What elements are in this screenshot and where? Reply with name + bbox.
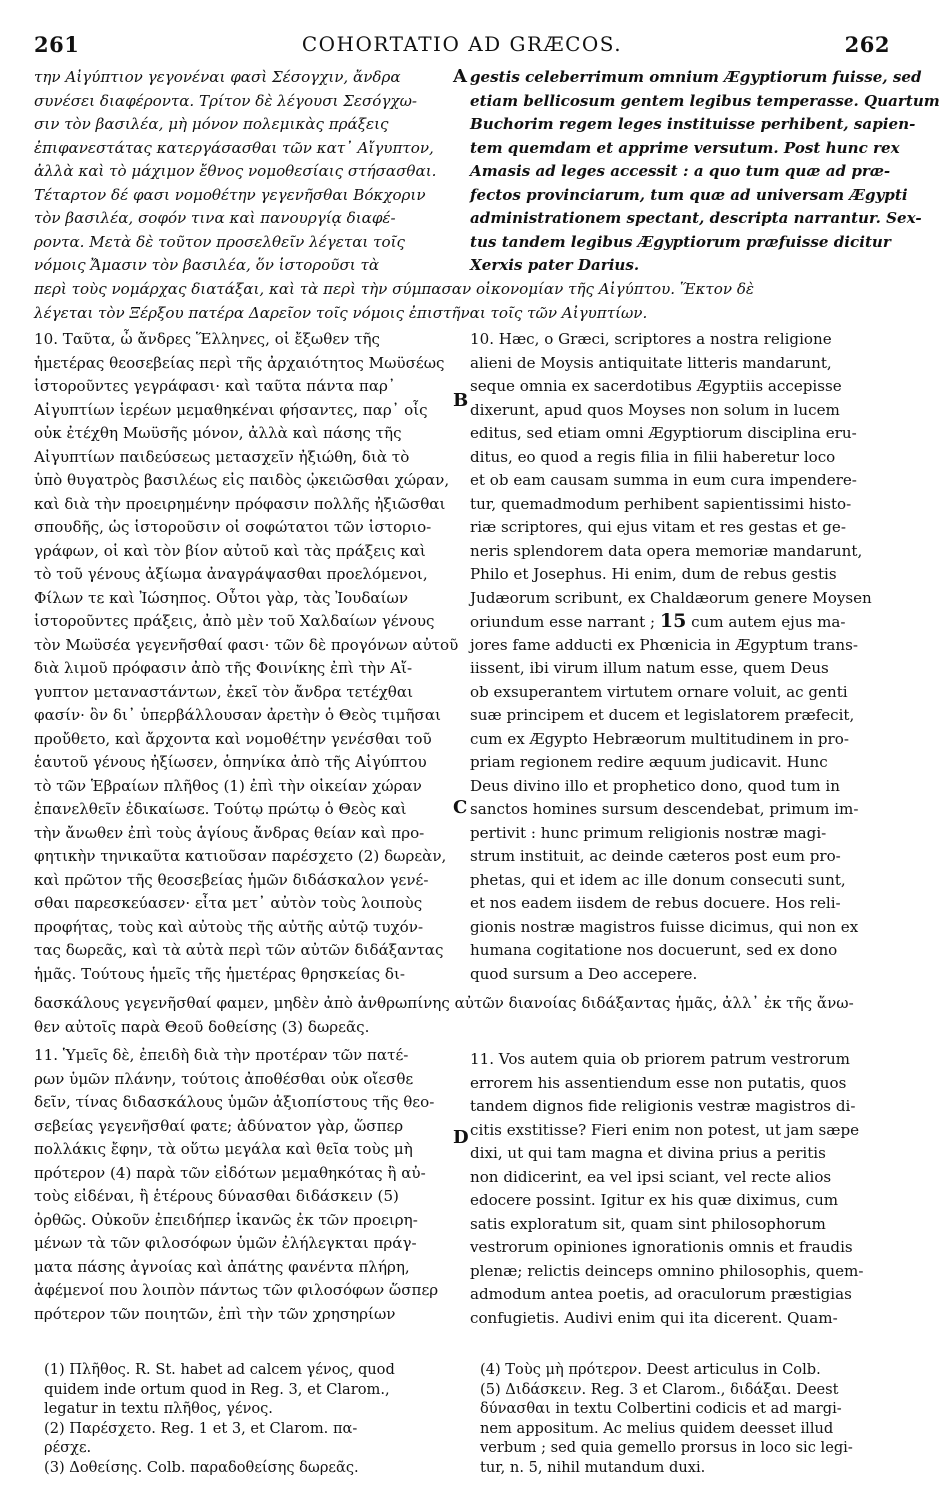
footnote-line: quidem inde ortum quod in Reg. 3, et Clarom., [44, 1380, 390, 1398]
text-line: gionis nostræ magistros fuisse dicimus, qui non ex [470, 917, 859, 936]
text-line: σιν τὸν βασιλέα, μὴ μόνον πολεμικὰς πράξεις [34, 115, 389, 133]
middle-block [34, 328, 890, 992]
text-line: πολλάκις ἔφην, τὰ οὕτω μεγάλα καὶ θεῖα τοὺς μὴ [34, 1140, 413, 1158]
text-line: συνέσει διαφέροντα. Τρίτον δὲ λέγουσι Σεσόγχω- [34, 91, 417, 110]
text-line: Xerxis pater Darius. [470, 256, 640, 274]
footnote-line: (5) Διδάσκειν. Reg. 3 et Clarom., διδάξαι. Deest [480, 1380, 839, 1398]
running-header [34, 30, 890, 60]
text-line: tandem dignos fide religionis vestræ magistros di- [470, 1097, 856, 1115]
text-line: Philo et Josephus. Hi enim, dum de rebus gestis [470, 565, 837, 583]
page-number-right: 262 [844, 32, 890, 57]
text-line: riæ scriptores, qui ejus vitam et res gestas et ge- [470, 518, 846, 536]
text-line: ματα πάσης ἀγνοίας καὶ ἀπάτης φανέντα πλήρη, [34, 1257, 410, 1276]
text-line: θεν αὐτοῖς παρὰ Θεοῦ δοθείσης (3) δωρεᾶς. [34, 1017, 370, 1036]
text-line: ἡμετέρας θεοσεβείας περὶ τῆς ἀρχαιότητος Μωϋσέως [34, 353, 445, 372]
text-line: προὔθετο, καὶ ἄρχοντα καὶ νομοθέτην γενέσθαι τοῦ [34, 729, 432, 748]
text-line: οὐκ ἐτέχθη Μωϋσῆς μόνον, ἀλλὰ καὶ πάσης τῆς [34, 424, 402, 442]
text-line: Judæorum scribunt, ex Chaldæorum genere Moysen [470, 588, 872, 607]
text-line: edocere possint. Igitur ex his quæ diximus, cum [470, 1191, 839, 1209]
text-line: quod sursum a Deo accepere. [470, 964, 698, 983]
text-line: καὶ διὰ τὴν προειρημένην πρόφασιν πολλῆς ἠξιῶσθαι [34, 494, 446, 513]
footnotes-right [480, 1360, 890, 1477]
text-line: tem quemdam et apprime versutum. Post hunc rex [470, 138, 900, 157]
text-line: Deus divino illo et prophetico dono, quod tum in [470, 776, 840, 795]
margin-letter-d: D [453, 1127, 469, 1148]
text-line: errorem his assentiendum esse non putatis, quos [470, 1073, 847, 1092]
text-line: fectos provinciarum, tum quæ ad universam Ægypti [470, 185, 908, 204]
text-line: ἐπιφανεστάτας κατεργάσασθαι τῶν κατ᾽ Αἴγυπτον, [34, 138, 434, 157]
text-line: φασίν· ὃν δι᾽ ὑπερβάλλουσαν ἀρετὴν ὁ Θεὸς τιμῆσαι [34, 706, 441, 724]
text-line: pertivit : hunc primum religionis nostræ magi- [470, 823, 827, 842]
text-line: suæ principem et ducem et legislatorem præfecit, [470, 706, 855, 724]
footnote-line: legatur in textu πλῆθος, γένος. [44, 1400, 273, 1417]
running-title: COHORTATIO AD GRÆCOS. [301, 32, 623, 56]
text-line: περὶ τοὺς νομάρχας διατάξαι, καὶ τὰ περὶ τὴν σύμπασαν οἰκονομίαν τῆς Αἰγύπτου. Ἕκτον δὲ [34, 280, 755, 298]
greek-column-top [34, 66, 436, 278]
text-line: νόμοις Ἄμασιν τὸν βασιλέα, ὅν ἱστοροῦσι τὰ [34, 256, 380, 274]
text-line: γυπτον μεταναστάντων, ἐκεῖ τὸν ἄνδρα τετέχθαι [34, 682, 414, 701]
text-line: ἀφέμενοί που λοιπὸν πάντως τῶν φιλοσόφων ὥσπερ [34, 1281, 439, 1299]
text-line: μένων τὰ τῶν φιλοσόφων ὑμῶν ἐλήλεγκται πράγ- [34, 1234, 417, 1252]
text-line: καὶ πρῶτον τῆς θεοσεβείας ἡμῶν διδάσκαλον γενέ- [34, 870, 429, 889]
text-line: δασκάλους γεγενῆσθαί φαμεν, μηδὲν ἀπὸ ἀνθρωπίνης αὐτῶν διανοίας διδάξαντας ἡμᾶς, ἀλλ᾽ ἐκ τῆς ἄνω- [34, 994, 854, 1012]
footnote-line: (4) Τοὺς μὴ πρότερον. Deest articulus in Colb. [480, 1361, 821, 1378]
text-line: ἡμᾶς. Τούτους ἡμεῖς τῆς ἡμετέρας θρησκείας δι- [34, 964, 405, 983]
text-line: φητικὴν τηνικαῦτα κατιοῦσαν παρέσχετο (2) δωρεὰν, [34, 847, 447, 865]
text-line: ditus, eo quod a regis filia in filii haberetur loco [470, 447, 836, 466]
text-line: jores fame adducti ex Phœnicia in Ægyptum trans- [470, 635, 858, 654]
footnote-line: δύνασθαι in textu Colbertini codicis et ad margi- [480, 1400, 842, 1417]
latin-column-middle [470, 328, 890, 986]
margin-letter-c: C [453, 797, 468, 818]
text-line: 11. Ὑμεῖς δὲ, ἐπειδὴ διὰ τὴν προτέραν τῶν πατέ- [34, 1046, 409, 1064]
text-line: διὰ λιμοῦ πρόφασιν ἀπὸ τῆς Φοινίκης ἐπὶ τὴν Αἴ- [34, 659, 413, 677]
text-line: citis exstitisse? Fieri enim non potest, ut jam sæpe [470, 1120, 860, 1139]
text-line: ὀρθῶς. Οὐκοῦν ἐπειδήπερ ἱκανῶς ἐκ τῶν προειρη- [34, 1210, 418, 1229]
top-block [34, 66, 940, 282]
latin-column-top [470, 66, 940, 278]
text-line: ἱστοροῦντες πράξεις, ἀπὸ μὲν τοῦ Χαλδαίων γένους [34, 612, 435, 630]
text-line: 10. Hæc, o Græci, scriptores a nostra religione [470, 330, 832, 348]
text-line: tus tandem legibus Ægyptiorum præfuisse dicitur [470, 232, 891, 251]
page-number-left: 261 [34, 32, 80, 57]
text-line: iissent, ibi virum illum natum esse, quem Deus [470, 659, 829, 677]
text-line: sanctos homines sursum descendebat, primum im- [470, 800, 859, 818]
text-line: seque omnia ex sacerdotibus Ægyptiis accepisse [470, 377, 842, 395]
text-line: cum ex Ægypto Hebræorum multitudinem in pro- [470, 729, 849, 748]
text-line: τὸ τῶν Ἑβραίων πλῆθος (1) ἐπὶ τὴν οἰκείαν χώραν [34, 776, 422, 795]
text-line: tur, quemadmodum perhibent sapientissimi histo- [470, 494, 852, 513]
text-line: 11. Vos autem quia ob priorem patrum vestrorum [470, 1050, 850, 1068]
text-line: confugietis. Audivi enim qui ita dicerent. Quam- [470, 1308, 838, 1327]
text-line: et ob eam causam summa in eum cura impendere- [470, 471, 857, 489]
footnotes-left [44, 1360, 444, 1477]
text-line: πρότερον τῶν ποιητῶν, ἐπὶ τὴν τῶν χρησηρίων [34, 1304, 396, 1323]
greek-column-middle [34, 328, 459, 986]
text-line: ροντα. Μετὰ δὲ τοῦτον προσελθεῖν λέγεται τοῖς [34, 232, 405, 251]
text-line: πρότερον (4) παρὰ τῶν εἰδότων μεμαθηκότας ἢ αὐ- [34, 1163, 426, 1182]
text-fragment: cum autem ejus ma- [686, 613, 846, 631]
greek-column-bottom [34, 1044, 439, 1326]
text-line: Αἰγυπτίων ἱερέων μεμαθηκέναι φήσαντες, παρ᾽ οἷς [34, 400, 428, 419]
text-line: Αἰγυπτίων παιδεύσεως μετασχεῖν ἠξιώθη, διὰ τὸ [34, 447, 410, 466]
bottom-block [34, 1044, 890, 1334]
text-line: admodum antea poetis, ad oraculorum præstigias [470, 1285, 852, 1303]
text-line: etiam bellicosum gentem legibus temperasse. Quartum [470, 91, 940, 110]
greek-full-width-top [34, 278, 886, 325]
latin-column-bottom [470, 1048, 890, 1330]
text-line: editus, sed etiam omni Ægyptiorum disciplina eru- [470, 424, 857, 442]
text-line: δεῖν, τίνας διδασκάλους ὑμῶν ἀξιοπίστους τῆς θεο- [34, 1093, 435, 1111]
text-line: Φίλων τε καὶ Ἰώσηπος. Οὗτοι γὰρ, τὰς Ἰουδαίων [34, 588, 409, 607]
text-line: Τέταρτον δέ φασι νομοθέτην γεγενῆσθαι Βόκχοριν [34, 185, 426, 204]
text-line [470, 610, 890, 634]
text-line: ἱστοροῦντες γεγράφασι· καὶ ταῦτα πάντα παρ᾽ [34, 377, 396, 395]
margin-letter-a: A [453, 66, 467, 87]
footnote-line: (1) Πλῆθος. R. St. habet ad calcem γένος, quod [44, 1361, 395, 1378]
text-line: προφήτας, τοὺς καὶ αὐτοὺς τῆς αὐτῆς αὐτῷ τυχόν- [34, 917, 424, 936]
text-line: Buchorim regem leges instituisse perhibent, sapien- [470, 115, 916, 133]
footnote-line: ρέσχε. [44, 1439, 92, 1456]
text-line: τὸν βασιλέα, σοφόν τινα καὶ πανουργίᾳ διαφέ- [34, 209, 396, 227]
text-line: σθαι παρεσκεύασεν· εἶτα μετ᾽ αὐτὸν τοὺς λοιποὺς [34, 894, 423, 912]
text-line: satis exploratum sit, quam sint philosophorum [470, 1214, 826, 1233]
text-line: ἑαυτοῦ γένους ἠξίωσεν, ὁπηνίκα ἀπὸ τῆς Αἰγύπτου [34, 753, 427, 771]
text-line: σεβείας γεγενῆσθαί φατε; ἀδύνατον γὰρ, ὥσπερ [34, 1116, 404, 1135]
text-fragment: oriundum esse narrant ; [470, 613, 656, 631]
text-line: neris splendorem data opera memoriæ mandarunt, [470, 541, 863, 560]
text-line: administrationem spectant, descripta narrantur. Sex- [470, 209, 922, 227]
text-line: ἐπανελθεῖν ἐδικαίωσε. Τούτῳ πρώτῳ ὁ Θεὸς καὶ [34, 800, 407, 818]
footnote-line: nem appositum. Ac melius quidem deesset illud [480, 1419, 834, 1437]
text-line: priam regionem redire æquum judicavit. Hunc [470, 753, 828, 771]
text-line: plenæ; relictis deinceps omnino philosophis, quem- [470, 1261, 864, 1280]
text-line: ὑπὸ θυγατρὸς βασιλέως εἰς παιδὸς ᾠκειῶσθαι χώραν, [34, 471, 450, 489]
text-line: λέγεται τὸν Ξέρξου πατέρα Δαρεῖον τοῖς νόμοις ἐπιστῆναι τοῖς τῶν Αἰγυπτίων. [34, 303, 648, 322]
text-line: ἀλλὰ καὶ τὸ μάχιμον ἔθνος νομοθεσίαις στήσασθαι. [34, 162, 437, 180]
footnote-line: verbum ; sed quia gemello prorsus in loco sic legi- [480, 1439, 853, 1456]
text-line: dixerunt, apud quos Moyses non solum in lucem [470, 400, 840, 419]
margin-letter-b: B [453, 390, 469, 411]
text-line: γράφων, οἱ καὶ τὸν βίον αὐτοῦ καὶ τὰς πράξεις καὶ [34, 541, 426, 560]
section-marker-15: 15 [659, 610, 687, 632]
text-line: humana cogitatione nos docuerunt, sed ex dono [470, 941, 838, 959]
text-line: strum instituit, ac deinde cæteros post eum pro- [470, 847, 841, 865]
text-line: non didicerint, ea vel ipsi sciant, vel recte alios [470, 1167, 832, 1186]
footnote-line: (3) Δοθείσης. Colb. παραδοθείσης δωρεᾶς. [44, 1458, 359, 1476]
text-line: σπουδῆς, ὡς ἱστοροῦσιν οἱ σοφώτατοι τῶν ἱστοριο- [34, 518, 432, 536]
text-line: ρων ὑμῶν πλάνην, τούτοις ἀποθέσθαι οὐκ οἴεσθε [34, 1069, 414, 1088]
text-line: τοὺς εἰδέναι, ἢ ἑτέρους δύνασθαι διδάσκειν (5) [34, 1187, 399, 1205]
footnote-line: (2) Παρέσχετο. Reg. 1 et 3, et Clarom. πα- [44, 1419, 358, 1437]
footnote-line: tur, n. 5, nihil mutandum duxi. [480, 1458, 706, 1476]
text-line: τὸ τοῦ γένους ἀξίωμα ἀναγράψασθαι προελόμενοι, [34, 565, 428, 583]
text-line: alieni de Moysis antiquitate litteris mandarunt, [470, 353, 832, 372]
text-line: Amasis ad leges accessit : a quo tum quæ ad præ- [470, 162, 891, 180]
text-line: phetas, qui et idem ac ille donum consecuti sunt, [470, 870, 846, 889]
text-line: τας δωρεᾶς, καὶ τὰ αὐτὰ περὶ τῶν αὐτῶν διδάξαντας [34, 941, 444, 959]
text-line: τὸν Μωϋσέα γεγενῆσθαί φασι· τῶν δὲ προγόνων αὐτοῦ [34, 635, 459, 654]
greek-full-width-middle [34, 992, 886, 1039]
text-line: gestis celeberrimum omnium Ægyptiorum fuisse, sed [470, 68, 922, 86]
text-line: vestrorum opiniones ignorationis omnis et fraudis [470, 1238, 853, 1256]
text-line: ob exsuperantem virtutem ornare voluit, ac genti [470, 682, 848, 701]
text-line: τὴν ἄνωθεν ἐπὶ τοὺς ἁγίους ἄνδρας θείαν καὶ προ- [34, 823, 425, 842]
text-line: et nos eadem iisdem de rebus docuere. Hos reli- [470, 894, 841, 912]
text-line: την Αἰγύπτιον γεγονέναι φασὶ Σέσογχιν, ἄνδρα [34, 68, 401, 86]
text-line: dixi, ut qui tam magna et divina prius a peritis [470, 1144, 826, 1162]
text-line: 10. Ταῦτα, ὦ ἄνδρες Ἕλληνες, οἱ ἔξωθεν τῆς [34, 330, 380, 348]
